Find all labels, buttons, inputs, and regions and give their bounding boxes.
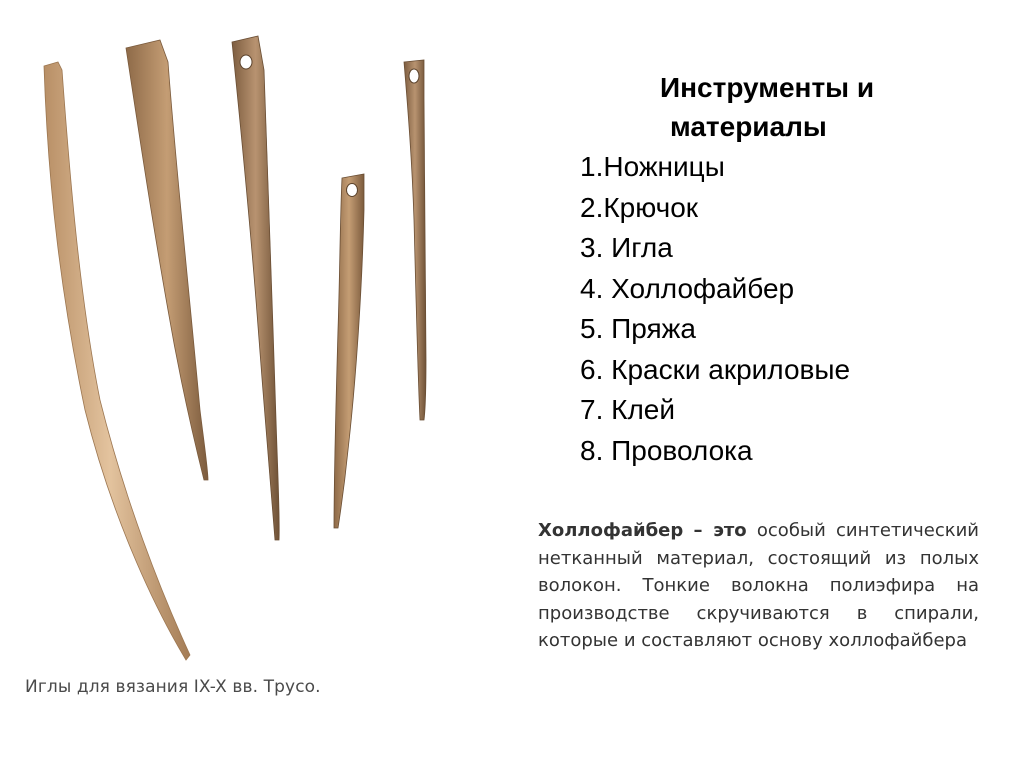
list-item: 8. Проволока bbox=[580, 434, 753, 466]
slide-title bbox=[560, 68, 980, 146]
hollofiber-definition bbox=[538, 517, 979, 655]
definition-term: Холлофайбер bbox=[538, 520, 684, 541]
needle-3 bbox=[232, 36, 279, 540]
photo-caption: Иглы для вязания IX-X вв. Трусо. bbox=[25, 677, 321, 697]
needle-2 bbox=[126, 40, 208, 480]
list-item: 4. Холлофайбер bbox=[580, 272, 795, 304]
list-item: 3. Игла bbox=[580, 232, 673, 263]
needle-3-eye bbox=[240, 55, 252, 69]
needle-4-eye bbox=[347, 184, 358, 197]
list-item: 7. Клей bbox=[580, 394, 675, 425]
needle-5-eye bbox=[409, 69, 419, 83]
title-line-2: материалы bbox=[670, 111, 827, 142]
title-line-1: Инструменты и bbox=[660, 72, 875, 103]
list-item: 6. Краски акриловые bbox=[580, 353, 851, 385]
definition-dash: – это bbox=[693, 520, 747, 541]
needle-4 bbox=[334, 174, 364, 528]
definition-text: особый синтетический нетканный материал, состоящий из полых волокон. Тонкие волокна полиэфира на производстве скручиваются в спирали, которые и составляют основу холлофайбера bbox=[538, 520, 979, 651]
tools-list bbox=[580, 147, 850, 471]
needle-5 bbox=[404, 60, 426, 420]
list-item: 5. Пряжа bbox=[580, 313, 696, 344]
list-item: 2.Крючок bbox=[580, 191, 699, 223]
list-item: 1.Ножницы bbox=[580, 151, 725, 182]
